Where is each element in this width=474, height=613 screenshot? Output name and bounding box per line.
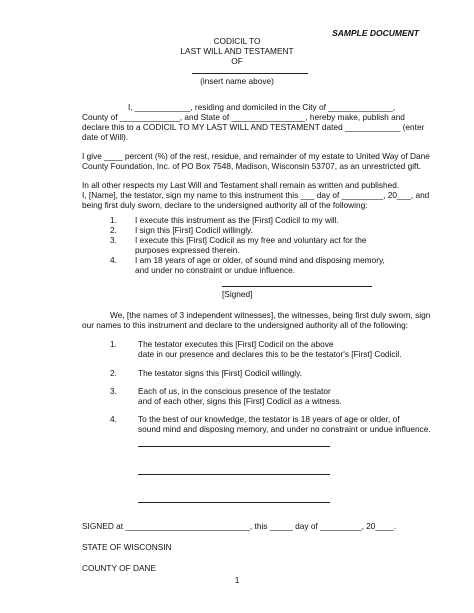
title-line-3: OF — [231, 56, 243, 66]
witness-intro-line-2: our names to this instrument and declare to the undersigned authority all of the following: — [82, 320, 409, 330]
witness-signature-line — [138, 474, 330, 475]
signed-label: [Signed] — [222, 289, 253, 299]
gift-line-1: I give ____ percent (%) of the rest, residue, and remainder of my estate to United Way of Dane — [82, 151, 430, 161]
witness-item-line-2: date in our presence and declares this to be the testator's [First] Codicil. — [138, 349, 402, 359]
name-caption: (insert name above) — [200, 76, 274, 86]
respects-line-3: being first duly sworn, declare to the undersigned authority all of the following: — [82, 200, 368, 210]
intro-line-2: County of _____________, and State of ________________, hereby make, publish and — [82, 112, 405, 122]
title-line-1: CODICIL TO — [213, 36, 261, 46]
witness-signature-line — [138, 502, 330, 503]
testator-signature-line — [222, 286, 372, 287]
state-label: STATE OF WISCONSIN — [82, 542, 172, 552]
testator-item-text: I sign this [First] Codicil willingly. — [135, 225, 253, 235]
witness-item-number: 3. — [110, 386, 117, 396]
witness-item-line-1: The testator signs this [First] Codicil willingly. — [138, 368, 302, 378]
testator-item-number: 2. — [110, 225, 117, 235]
witness-item-line-1: The testator executes this [First] Codicil on the above — [138, 339, 334, 349]
witness-signature-line — [138, 446, 330, 447]
witness-item-number: 2. — [110, 368, 117, 378]
county-label: COUNTY OF DANE — [82, 563, 157, 573]
testator-item-text: I execute this instrument as the [First] Codicil to my will. — [135, 215, 339, 225]
witness-item-line-1: Each of us, in the conscious presence of the testator — [138, 386, 331, 396]
sample-document-label: SAMPLE DOCUMENT — [332, 28, 419, 38]
title-line-2: LAST WILL AND TESTAMENT — [180, 46, 294, 56]
page-number: 1 — [234, 575, 240, 585]
witness-item-number: 4. — [110, 414, 117, 424]
intro-line-3: declare this to a CODICIL TO MY LAST WILL AND TESTAMENT dated ____________ (enter — [82, 122, 425, 132]
witness-item-number: 1. — [110, 339, 117, 349]
gift-line-2: County Foundation, Inc. of PO Box 7548, Madison, Wisconsin 53707, as an unrestricted gift. — [82, 161, 421, 171]
signed-at-line: SIGNED at ___________________________, this _____ day of _________, 20____. — [82, 521, 397, 531]
respects-line-2: I, [Name], the testator, sign my name to this instrument this ___ day of _________, 20___, and — [82, 190, 430, 200]
intro-line-4: date of Will). — [82, 132, 129, 142]
witness-item-line-2: and of each other, signs this [First] Codicil as a witness. — [138, 396, 342, 406]
testator-item-text: I execute this [First] Codicil as my free and voluntary act for the purposes expressed therein. — [135, 235, 367, 256]
name-signature-line — [192, 73, 308, 74]
testator-item-text: I am 18 years of age or older, of sound mind and disposing memory, and under no constraint or undue influence. — [135, 255, 385, 276]
witness-intro-line-1: We, [the names of 3 independent witnesses], the witnesses, being first duly sworn, sign — [110, 310, 431, 320]
witness-item-line-1: To the best of our knowledge, the testator is 18 years of age or older, of — [138, 414, 400, 424]
intro-line-1: I, ____________, residing and domiciled in the City of ______________, — [128, 102, 396, 112]
respects-line-1: In all other respects my Last Will and Testament shall remain as written and published. — [82, 180, 400, 190]
testator-item-number: 3. — [110, 235, 117, 245]
testator-item-number: 1. — [110, 215, 117, 225]
witness-item-line-2: sound mind and disposing memory, and under no constraint or undue influence. — [138, 424, 431, 434]
testator-item-number: 4. — [110, 255, 117, 265]
